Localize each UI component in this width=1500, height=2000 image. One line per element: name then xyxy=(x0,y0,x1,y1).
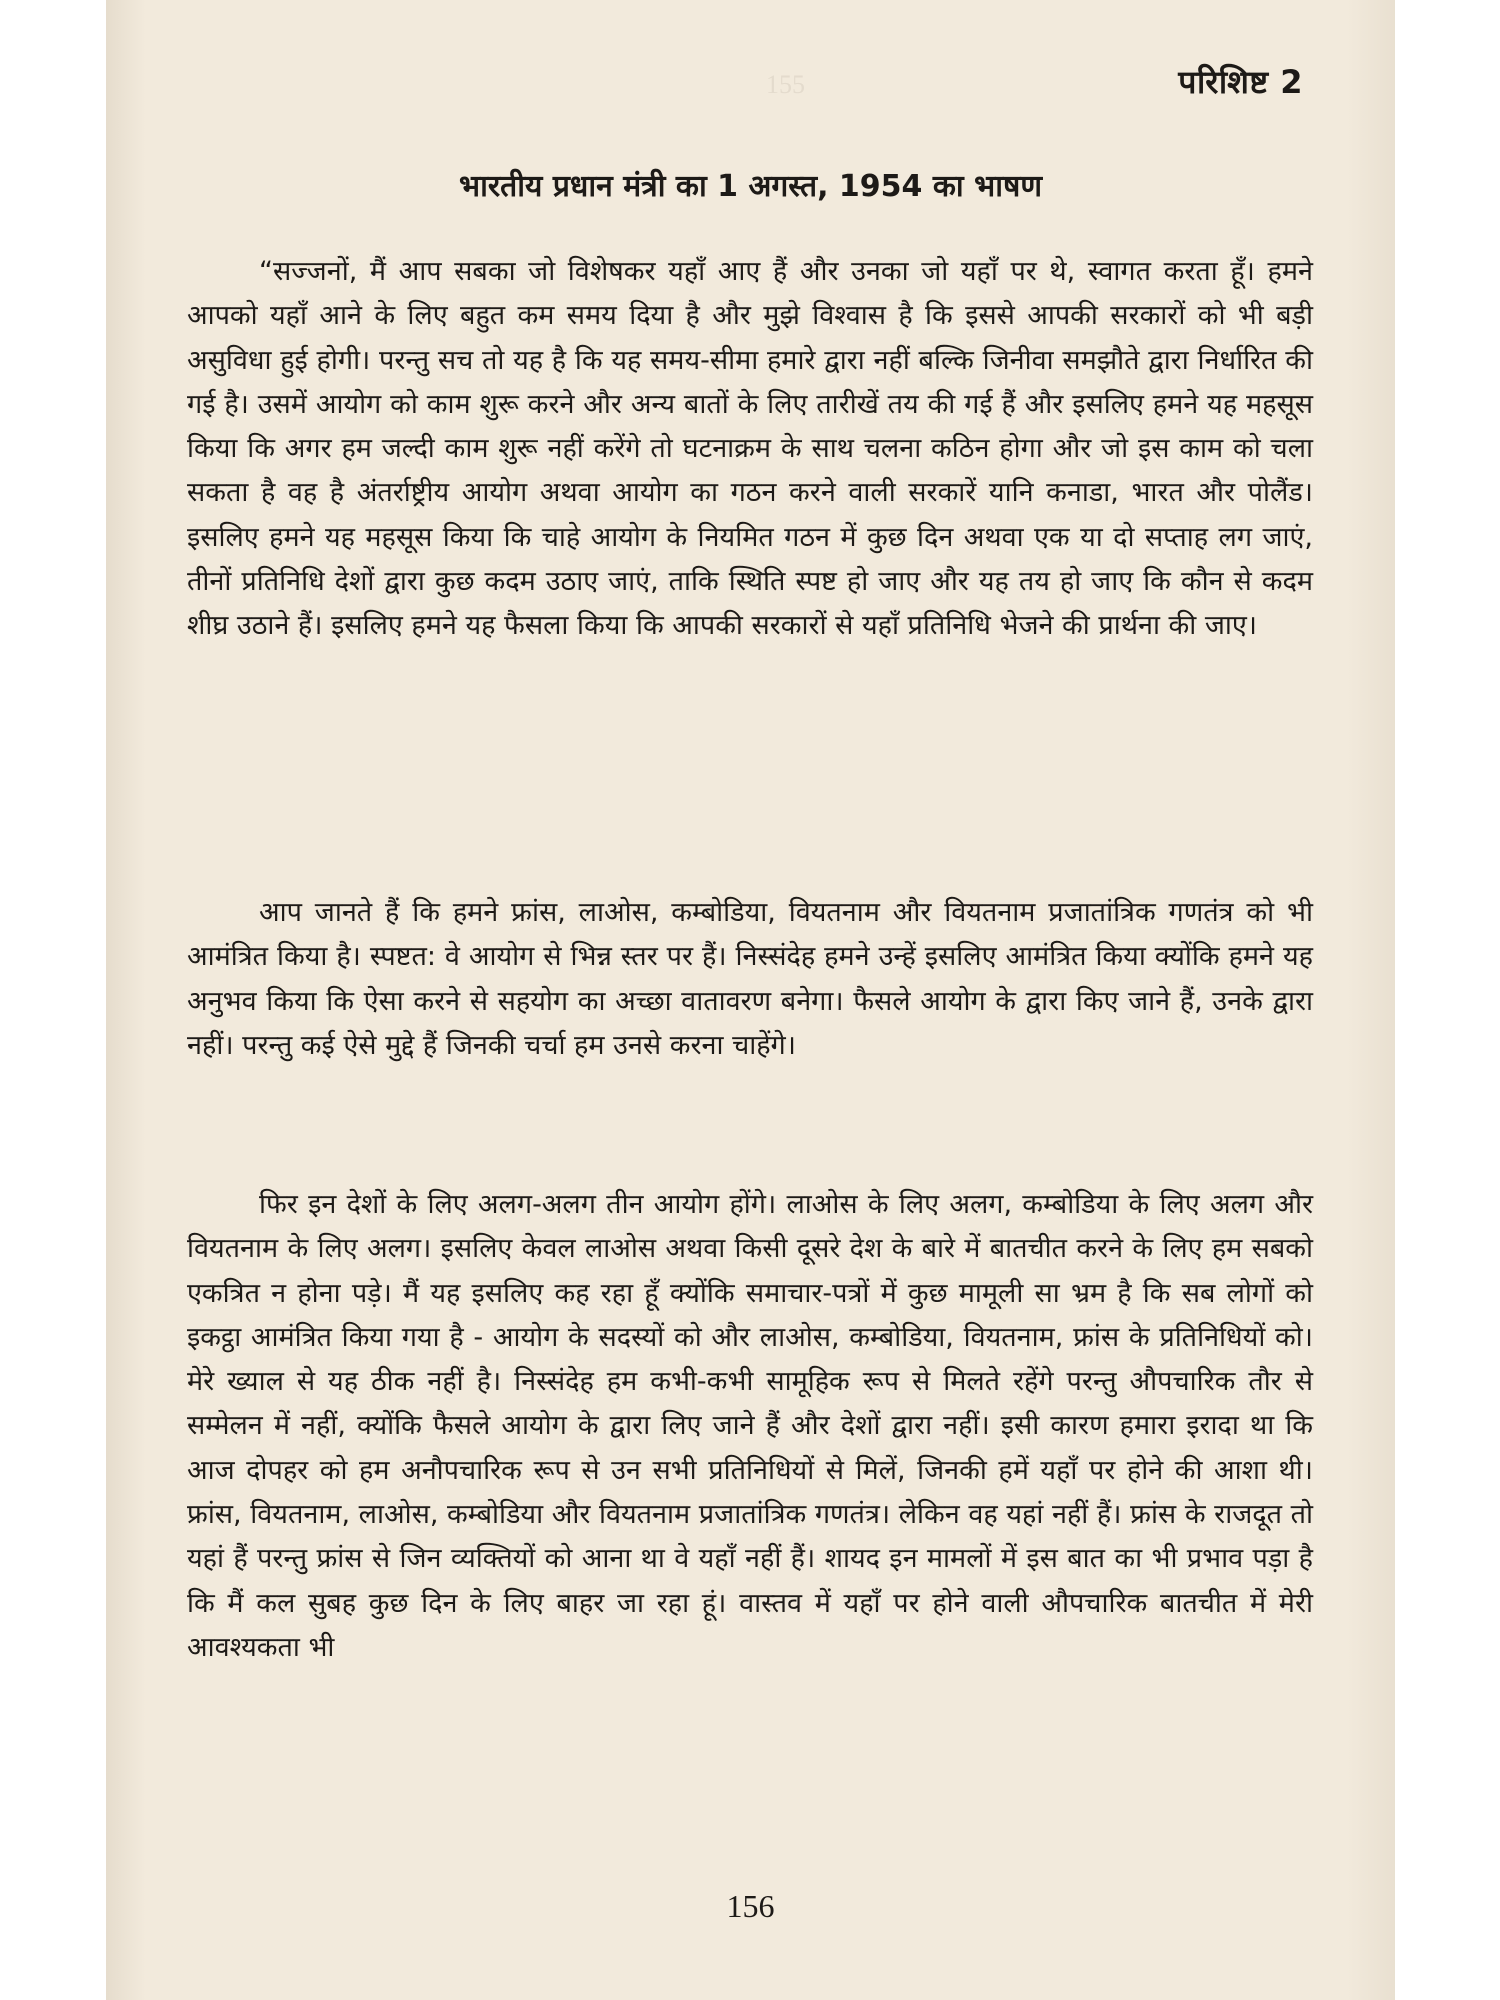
paragraph-text: “सज्जनों, मैं आप सबका जो विशेषकर यहाँ आए हैं और उनका जो यहाँ पर थे, स्वागत करता हूँ। हमने आपको यहाँ आने के लिए बहुत कम समय दिया है और मुझे विश्वास है कि इससे आपकी सरकारों को भी बड़ी असुविधा हुई होगी। परन्तु सच तो यह है कि यह समय-सीमा हमारे द्वारा नहीं बल्कि जिनीवा समझौते द्वारा निर्धारित की गई है। उसमें आयोग को काम शुरू करने और अन्य बातों के लिए तारीखें तय की गई हैं और इसलिए हमने यह महसूस किया कि अगर हम जल्दी काम शुरू नहीं करेंगे तो घटनाक्रम के साथ चलना कठिन होगा और जो इस काम को चला सकता है वह है अंतर्राष्ट्रीय आयोग अथवा आयोग का गठन करने वाली सरकारें यानि कनाडा, भारत और पोलैंड। इसलिए हमने यह महसूस किया कि चाहे आयोग के नियमित गठन में कुछ दिन अथवा एक या दो सप्ताह लग जाएं, तीनों प्रतिनिधि देशों द्वारा कुछ कदम उठाए जाएं, ताकि स्थिति स्पष्ट हो जाए और यह तय हो जाए कि कौन से कदम शीघ्र उठाने हैं। इसलिए हमने यह फैसला किया कि आपकी सरकारों से यहाँ प्रतिनिधि भेजने की प्रार्थना की जाए। xyxy=(187,256,1313,642)
book-page xyxy=(106,0,1395,2000)
appendix-label: परिशिष्ट 2 xyxy=(1178,63,1303,101)
paragraph-text: आप जानते हैं कि हमने फ्रांस, लाओस, कम्बोडिया, वियतनाम और वियतनाम प्रजातांत्रिक गणतंत्र को भी आमंत्रित किया है। स्पष्टत: वे आयोग से भिन्न स्तर पर हैं। निस्संदेह हमने उन्हें इसलिए आमंत्रित किया क्योंकि हमने यह अनुभव किया कि ऐसा करने से सहयोग का अच्छा वातावरण बनेगा। फैसले आयोग के द्वारा किए जाने हैं, उनके द्वारा नहीं। परन्तु कई ऐसे मुद्दे हैं जिनकी चर्चा हम उनसे करना चाहेंगे। xyxy=(187,897,1313,1061)
bleed-through-mark: 155 xyxy=(766,70,805,99)
paragraph xyxy=(187,1183,1313,1670)
paragraph xyxy=(187,250,1313,649)
page-number: 156 xyxy=(726,1888,775,1924)
paragraph xyxy=(187,891,1313,1068)
page-title: भारतीय प्रधान मंत्री का 1 अगस्त, 1954 का भाषण xyxy=(458,169,1043,204)
paragraph-text: फिर इन देशों के लिए अलग-अलग तीन आयोग होंगे। लाओस के लिए अलग, कम्बोडिया के लिए अलग और वियतनाम के लिए अलग। इसलिए केवल लाओस अथवा किसी दूसरे देश के बारे में बातचीत करने के लिए हम सबको एकत्रित न होना पड़े। मैं यह इसलिए कह रहा हूँ क्योंकि समाचार-पत्रों में कुछ मामूली सा भ्रम है कि सब लोगों को इकट्ठा आमंत्रित किया गया है - आयोग के सदस्यों को और लाओस, कम्बोडिया, वियतनाम, फ्रांस के प्रतिनिधियों को। मेरे ख्याल से यह ठीक नहीं है। निस्संदेह हम कभी-कभी सामूहिक रूप से मिलते रहेंगे परन्तु औपचारिक तौर से सम्मेलन में नहीं, क्योंकि फैसले आयोग के द्वारा लिए जाने हैं और देशों द्वारा नहीं। इसी कारण हमारा इरादा था कि आज दोपहर को हम अनौपचारिक रूप से उन सभी प्रतिनिधियों से मिलें, जिनकी हमें यहाँ पर होने की आशा थी। फ्रांस, वियतनाम, लाओस, कम्बोडिया और वियतनाम प्रजातांत्रिक गणतंत्र। लेकिन वह यहां नहीं हैं। फ्रांस के राजदूत तो यहां हैं परन्तु फ्रांस से जिन व्यक्तियों को आना था वे यहाँ नहीं हैं। शायद इन मामलों में इस बात का भी प्रभाव पड़ा है कि मैं कल सुबह कुछ दिन के लिए बाहर जा रहा हूं। वास्तव में यहाँ पर होने वाली औपचारिक बातचीत में मेरी आवश्यकता भी xyxy=(187,1189,1313,1663)
